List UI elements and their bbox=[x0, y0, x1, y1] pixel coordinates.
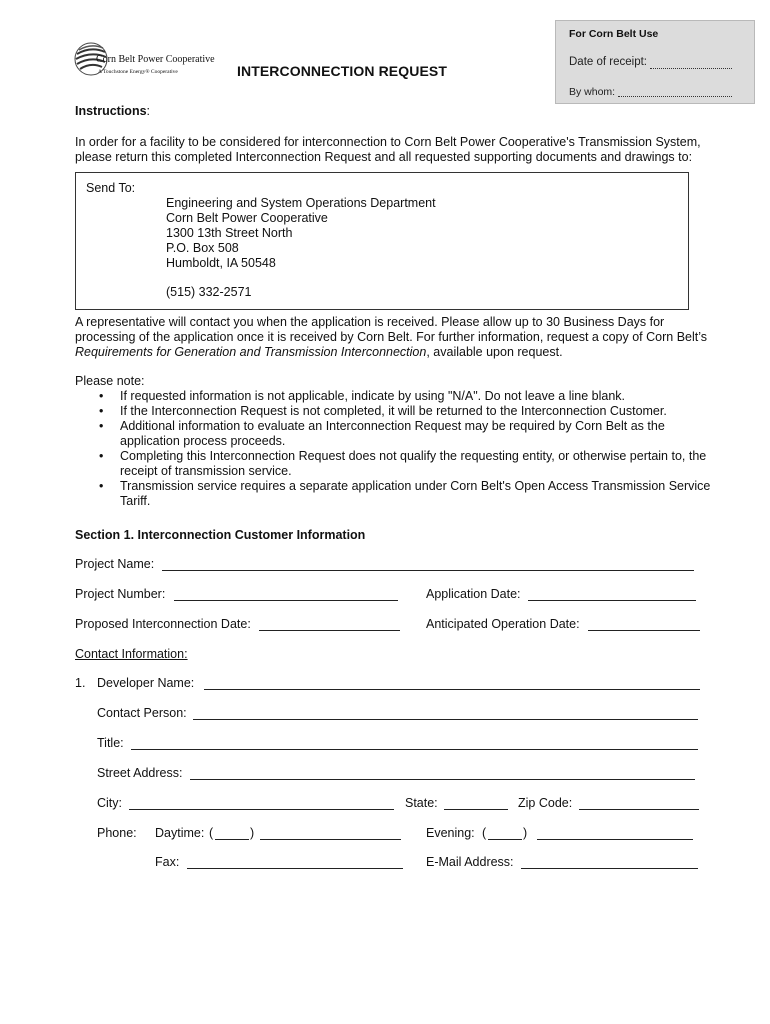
logo-name: Corn Belt Power Cooperative bbox=[96, 54, 215, 65]
proposed-date-label: Proposed Interconnection Date: bbox=[75, 617, 251, 631]
daytime-area-code-field[interactable] bbox=[215, 839, 249, 840]
address-line: Engineering and System Operations Department bbox=[166, 196, 436, 210]
daytime-phone-field[interactable] bbox=[260, 839, 401, 840]
requirements-title: Requirements for Generation and Transmission Interconnection bbox=[75, 345, 427, 359]
title-label: Title: bbox=[97, 736, 124, 750]
section1-heading: Section 1. Interconnection Customer Information bbox=[75, 528, 366, 542]
zip-code-field[interactable] bbox=[579, 809, 699, 810]
daytime-area-close: ) bbox=[250, 826, 255, 840]
instructions-intro: In order for a facility to be considered for interconnection to Corn Belt Power Cooperative's Transmission System, please return this completed Interconnection Request and all requested supporting documents and drawings to: bbox=[75, 135, 701, 164]
office-use-title: For Corn Belt Use bbox=[569, 28, 659, 40]
contact-person-field[interactable] bbox=[193, 719, 698, 720]
list-item: • Transmission service requires a separate application under Corn Belt's Open Access Transmission Service Tariff. bbox=[75, 479, 715, 509]
anticipated-date-field[interactable] bbox=[588, 630, 700, 631]
project-number-field[interactable] bbox=[174, 600, 398, 601]
email-field[interactable] bbox=[521, 868, 698, 869]
developer-name-label: Developer Name: bbox=[97, 676, 195, 690]
project-number-label: Project Number: bbox=[75, 587, 166, 601]
page-title: INTERCONNECTION REQUEST bbox=[237, 63, 447, 79]
evening-phone-field[interactable] bbox=[537, 839, 693, 840]
item-number: 1. bbox=[75, 676, 86, 690]
representative-text-end: , available upon request. bbox=[426, 345, 563, 359]
evening-area-code-field[interactable] bbox=[488, 839, 522, 840]
developer-name-field[interactable] bbox=[204, 689, 700, 690]
street-address-field[interactable] bbox=[190, 779, 695, 780]
email-label: E-Mail Address: bbox=[426, 855, 514, 869]
phone-label: Phone: bbox=[97, 826, 137, 840]
application-date-label: Application Date: bbox=[426, 587, 521, 601]
proposed-date-field[interactable] bbox=[259, 630, 400, 631]
project-name-label: Project Name: bbox=[75, 557, 155, 571]
city-field[interactable] bbox=[129, 809, 394, 810]
daytime-area-open: ( bbox=[209, 826, 214, 840]
application-date-field[interactable] bbox=[528, 600, 696, 601]
anticipated-date-label: Anticipated Operation Date: bbox=[426, 617, 580, 631]
representative-paragraph bbox=[75, 315, 715, 360]
fax-label: Fax: bbox=[155, 855, 180, 869]
notes-list bbox=[75, 389, 715, 509]
list-item: • Additional information to evaluate an Interconnection Request may be required by Corn Belt as the application process proceeds. bbox=[75, 419, 715, 449]
city-label: City: bbox=[97, 796, 122, 810]
instructions-colon: : bbox=[146, 104, 151, 118]
state-label: State: bbox=[405, 796, 438, 810]
list-item: • If the Interconnection Request is not completed, it will be returned to the Interconnection Customer. bbox=[75, 404, 715, 419]
representative-text: A representative will contact you when the application is received. Please allow up to 30 Business Days for processing of the application once it is received by Corn Belt. For further information, request a copy of Corn Belt’s bbox=[75, 315, 708, 344]
evening-label: Evening: bbox=[426, 826, 475, 840]
project-name-field[interactable] bbox=[162, 570, 694, 571]
by-whom-label: By whom: bbox=[569, 86, 616, 98]
evening-area-open: ( bbox=[482, 826, 487, 840]
state-field[interactable] bbox=[444, 809, 508, 810]
address-line: Corn Belt Power Cooperative bbox=[166, 211, 328, 225]
zip-code-label: Zip Code: bbox=[518, 796, 573, 810]
street-address-label: Street Address: bbox=[97, 766, 183, 780]
list-item: • If requested information is not applicable, indicate by using "N/A". Do not leave a line blank. bbox=[75, 389, 715, 404]
logo-tagline: A Touchstone Energy® Cooperative bbox=[98, 69, 178, 75]
date-of-receipt-field[interactable] bbox=[650, 68, 732, 69]
address-line: 1300 13th Street North bbox=[166, 226, 293, 240]
address-line: Humboldt, IA 50548 bbox=[166, 256, 276, 270]
address-line: P.O. Box 508 bbox=[166, 241, 239, 255]
list-item: • Completing this Interconnection Request does not qualify the requesting entity, or otherwise pertain to, the receipt of transmission service. bbox=[75, 449, 715, 479]
by-whom-field[interactable] bbox=[618, 96, 732, 97]
fax-field[interactable] bbox=[187, 868, 403, 869]
please-note-label: Please note: bbox=[75, 374, 145, 388]
evening-area-close: ) bbox=[523, 826, 528, 840]
contact-info-heading: Contact Information: bbox=[75, 647, 188, 661]
instructions-heading-wrap bbox=[75, 104, 150, 118]
send-to-address bbox=[166, 196, 436, 271]
send-to-label: Send To: bbox=[86, 181, 136, 195]
instructions-heading: Instructions bbox=[75, 104, 147, 118]
daytime-label: Daytime: bbox=[155, 826, 205, 840]
send-to-phone: (515) 332-2571 bbox=[166, 285, 252, 299]
contact-person-label: Contact Person: bbox=[97, 706, 187, 720]
date-of-receipt-label: Date of receipt: bbox=[569, 56, 647, 68]
title-field[interactable] bbox=[131, 749, 698, 750]
